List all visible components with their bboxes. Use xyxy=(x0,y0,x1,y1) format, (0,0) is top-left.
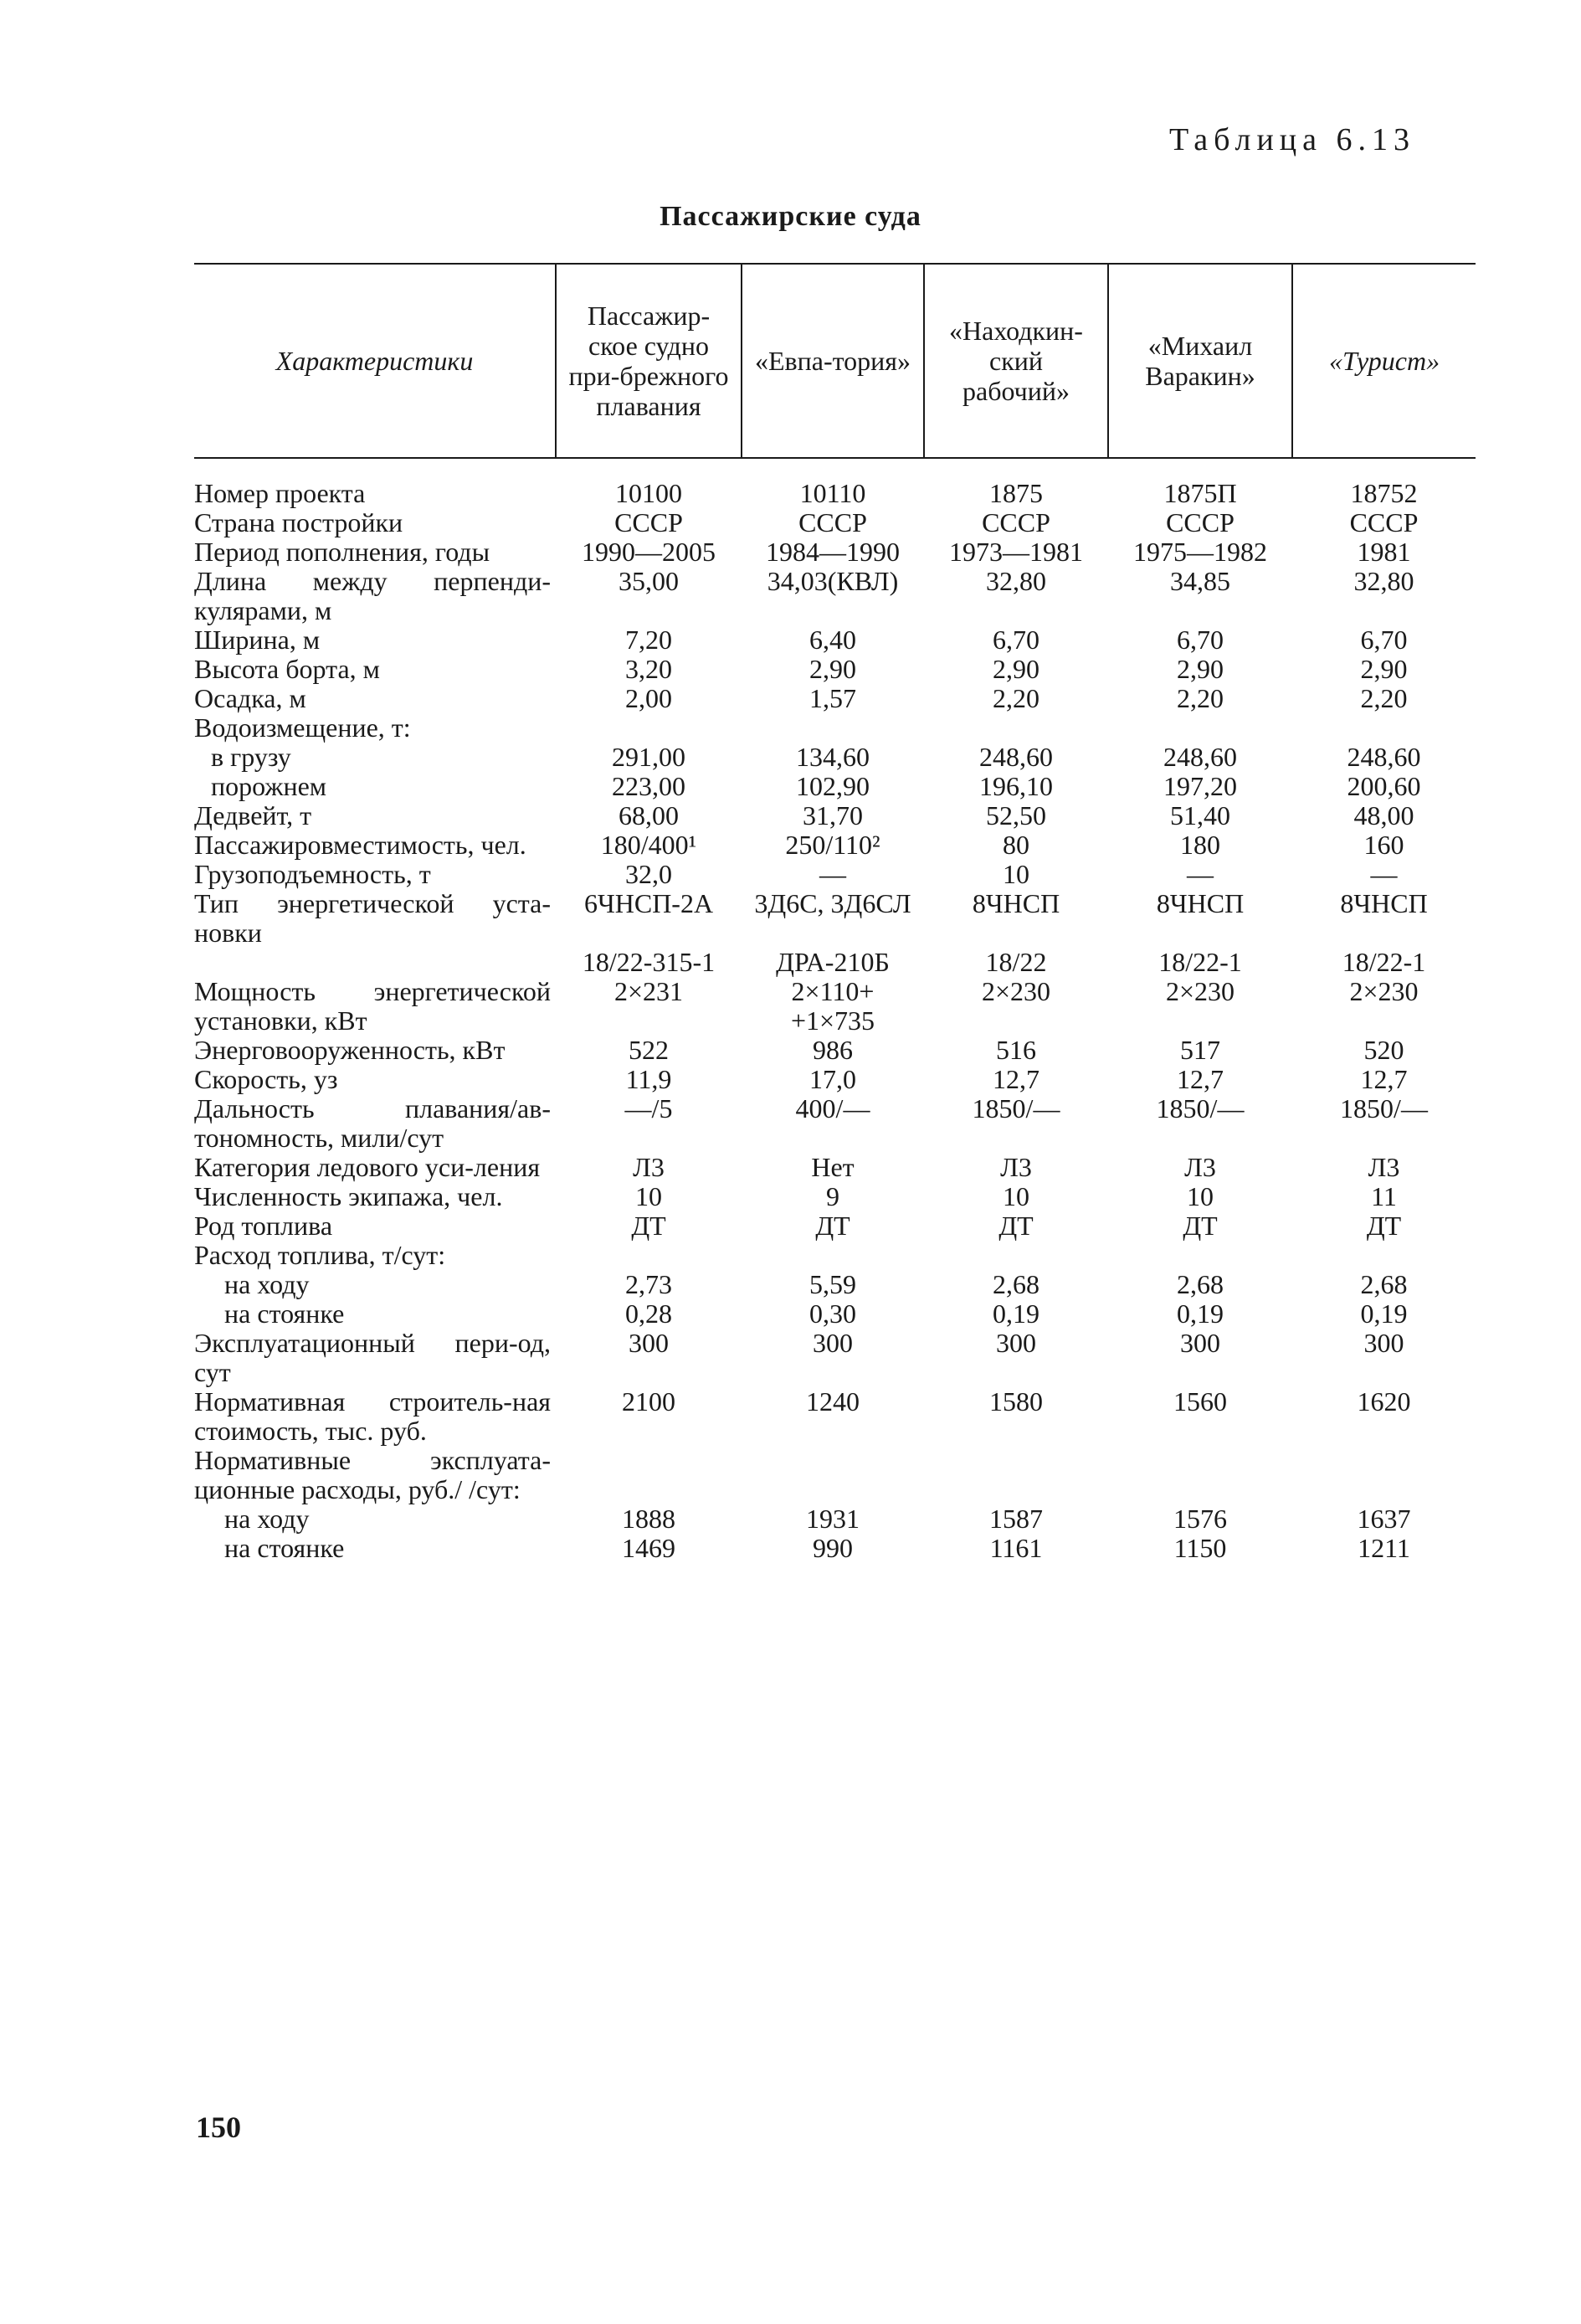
table-cell: 6,70 xyxy=(1360,625,1408,655)
table-row xyxy=(194,830,1476,860)
table-cell: 1875П xyxy=(1163,478,1237,508)
table-row xyxy=(194,1387,1476,1446)
table-cell: 516 xyxy=(996,1035,1036,1065)
table-header xyxy=(194,264,1476,458)
table-cell: 1580 xyxy=(989,1386,1043,1417)
table-cell: 2,20 xyxy=(1177,683,1224,713)
table-cell: 1981 xyxy=(1357,537,1411,567)
table-cell xyxy=(556,1241,742,1270)
table-cell xyxy=(924,1241,1108,1270)
table-cell: 35,00 xyxy=(619,566,679,596)
table-cell: 1,57 xyxy=(809,683,856,713)
table-cell: 1150 xyxy=(1173,1533,1227,1563)
row-label: Период пополнения, годы xyxy=(194,537,490,567)
table-row xyxy=(194,948,1476,977)
table-cell: 102,90 xyxy=(796,771,870,801)
table-cell: 3Д6С, 3Д6СЛ xyxy=(754,888,911,918)
column-header-evpatoriya: «Евпа-тория» xyxy=(742,264,924,458)
table-cell: 248,60 xyxy=(1163,742,1237,772)
row-label: Численность экипажа, чел. xyxy=(194,1181,503,1211)
table-cell: 8ЧНСП xyxy=(1340,888,1428,918)
table-cell: 2,90 xyxy=(993,654,1039,684)
table-cell: 6,70 xyxy=(1177,625,1224,655)
table-cell: 1931 xyxy=(806,1504,860,1534)
table-cell: Нет xyxy=(811,1152,855,1182)
table-cell: 250/110² xyxy=(785,830,880,860)
row-label: на стоянке xyxy=(224,1298,345,1329)
table-cell: 17,0 xyxy=(809,1064,856,1094)
table-cell: 1984—1990 xyxy=(766,537,900,567)
table-row xyxy=(194,508,1476,537)
row-label: Грузоподъемность, т xyxy=(194,859,431,889)
table-cell: 2,90 xyxy=(1360,654,1408,684)
row-label: в грузу xyxy=(211,742,291,772)
table-cell: 223,00 xyxy=(612,771,685,801)
table-cell: 1469 xyxy=(622,1533,675,1563)
row-label: Энерговооруженность, кВт xyxy=(194,1035,506,1065)
table-cell: Л3 xyxy=(1184,1152,1216,1182)
table-cell: СССР xyxy=(798,507,867,537)
table-row xyxy=(194,1182,1476,1211)
table-row xyxy=(194,772,1476,801)
table-cell xyxy=(556,713,742,743)
table-cell: 1850/— xyxy=(972,1093,1060,1123)
table-cell: 1637 xyxy=(1357,1504,1411,1534)
table-cell: СССР xyxy=(1349,507,1419,537)
table-cell: 990 xyxy=(813,1533,853,1563)
table-cell: — xyxy=(819,859,846,889)
table-cell xyxy=(556,1446,742,1504)
row-label: Нормативные эксплуата-ционные расходы, руб./ /сут: xyxy=(194,1445,551,1504)
table-row xyxy=(194,1065,1476,1094)
table-cell: 300 xyxy=(813,1328,853,1358)
table-cell: 2,68 xyxy=(1360,1269,1408,1299)
column-header-coastal-ship: Пассажир-ское судно при-брежного плавания xyxy=(556,264,742,458)
row-label: Осадка, м xyxy=(194,683,306,713)
table-cell: 0,30 xyxy=(809,1298,856,1329)
table-cell xyxy=(1292,1446,1476,1504)
table-cell: 291,00 xyxy=(612,742,685,772)
table-cell: 1850/— xyxy=(1156,1093,1245,1123)
table-row xyxy=(194,655,1476,684)
table-cell: 12,7 xyxy=(1177,1064,1224,1094)
table-cell: 180 xyxy=(1180,830,1220,860)
table-cell: 6,40 xyxy=(809,625,856,655)
table-row xyxy=(194,713,1476,743)
table-cell: 34,85 xyxy=(1170,566,1230,596)
table-cell: СССР xyxy=(1166,507,1235,537)
table-cell: 11,9 xyxy=(625,1064,672,1094)
table-cell: 10 xyxy=(1187,1181,1214,1211)
table-title: Пассажирские суда xyxy=(660,201,921,232)
header-row xyxy=(194,264,1476,458)
table-cell: 1211 xyxy=(1358,1533,1410,1563)
table-cell: СССР xyxy=(614,507,683,537)
table-cell: 32,80 xyxy=(1353,566,1414,596)
table-cell xyxy=(1292,713,1476,743)
table-cell: — xyxy=(1370,859,1398,889)
table-cell: 10100 xyxy=(615,478,682,508)
table-row xyxy=(194,1094,1476,1153)
row-label: Род топлива xyxy=(194,1211,333,1241)
table-cell: 5,59 xyxy=(809,1269,856,1299)
table-cell: 248,60 xyxy=(1347,742,1421,772)
row-label: Длина между перпенди-кулярами, м xyxy=(194,566,551,625)
table-cell: 1875 xyxy=(989,478,1043,508)
table-cell: 196,10 xyxy=(979,771,1053,801)
table-row xyxy=(194,1036,1476,1065)
row-label xyxy=(194,948,556,977)
row-label: Категория ледового уси-ления xyxy=(194,1152,541,1182)
row-label: на стоянке xyxy=(224,1533,345,1563)
row-label: Дедвейт, т xyxy=(194,800,312,830)
table-cell: 134,60 xyxy=(796,742,870,772)
table-cell: 12,7 xyxy=(1360,1064,1408,1094)
table-row xyxy=(194,1241,1476,1270)
page-number: 150 xyxy=(196,2111,241,2144)
table-row xyxy=(194,743,1476,772)
table-cell: 1888 xyxy=(622,1504,675,1534)
table-cell: 10 xyxy=(1003,859,1029,889)
table-cell: 18/22-315-1 xyxy=(582,947,716,977)
table-row xyxy=(194,1270,1476,1299)
row-label: Водоизмещение, т: xyxy=(194,712,411,743)
table-cell: 2×230 xyxy=(981,976,1051,1006)
table-cell: 52,50 xyxy=(986,800,1046,830)
table-cell: 0,28 xyxy=(625,1298,672,1329)
table-cell xyxy=(1108,1241,1292,1270)
table-cell: 248,60 xyxy=(979,742,1053,772)
table-cell: 34,03(КВЛ) xyxy=(767,566,899,596)
table-row xyxy=(194,567,1476,625)
table-row xyxy=(194,1534,1476,1563)
table-cell xyxy=(742,713,924,743)
table-body xyxy=(194,458,1476,1563)
table-cell: 48,00 xyxy=(1353,800,1414,830)
table-cell: —/5 xyxy=(624,1093,673,1123)
table-number: Таблица 6.13 xyxy=(1168,122,1415,157)
table-cell: 11 xyxy=(1371,1181,1397,1211)
table-cell: ДТ xyxy=(815,1211,850,1241)
table-cell xyxy=(924,713,1108,743)
table-cell: 520 xyxy=(1363,1035,1404,1065)
table-cell: 6,70 xyxy=(993,625,1039,655)
table-row xyxy=(194,684,1476,713)
table-row xyxy=(194,860,1476,889)
table-cell: 300 xyxy=(629,1328,669,1358)
table-cell: 80 xyxy=(1003,830,1029,860)
table-row xyxy=(194,1299,1476,1329)
table-cell: 6ЧНСП-2А xyxy=(583,888,714,918)
table-cell: 180/400¹ xyxy=(600,830,697,860)
table-cell: 1975—1982 xyxy=(1133,537,1267,567)
table-cell: 12,7 xyxy=(993,1064,1039,1094)
table-row xyxy=(194,458,1476,508)
table-cell: 1587 xyxy=(989,1504,1043,1534)
row-label: Нормативная строитель-ная стоимость, тыс. руб. xyxy=(194,1386,551,1446)
table-cell xyxy=(1108,713,1292,743)
row-label: Номер проекта xyxy=(194,478,366,508)
table-row xyxy=(194,1504,1476,1534)
row-label: на ходу xyxy=(224,1269,310,1299)
table-cell: 400/— xyxy=(795,1093,870,1123)
table-cell: Л3 xyxy=(1000,1152,1032,1182)
table-cell: 7,20 xyxy=(625,625,672,655)
table-cell: 1620 xyxy=(1357,1386,1411,1417)
row-label: Дальность плавания/ав-тономность, мили/сут xyxy=(194,1093,551,1153)
table-cell: 1161 xyxy=(989,1533,1043,1563)
table-cell: 1990—2005 xyxy=(582,537,716,567)
table-cell: 3,20 xyxy=(625,654,672,684)
table-cell: 300 xyxy=(1180,1328,1220,1358)
table-cell: 32,0 xyxy=(625,859,672,889)
row-label: на ходу xyxy=(224,1504,310,1534)
table-cell: 18/22-1 xyxy=(1158,947,1242,977)
table-cell: 10 xyxy=(635,1181,662,1211)
table-cell: ДТ xyxy=(1183,1211,1218,1241)
row-label: Тип энергетической уста-новки xyxy=(194,888,551,948)
column-header-turist: «Турист» xyxy=(1292,264,1476,458)
table-cell: ДТ xyxy=(998,1211,1034,1241)
table-cell: 51,40 xyxy=(1170,800,1230,830)
table-cell: 300 xyxy=(996,1328,1036,1358)
table-cell: ДРА-210Б xyxy=(776,947,890,977)
table-cell: — xyxy=(1187,859,1214,889)
column-header-nakhodkinsky-rabochy: «Находкин-ский рабочий» xyxy=(924,264,1108,458)
table-cell: 2100 xyxy=(622,1386,675,1417)
table-cell: 2×110+ +1×735 xyxy=(790,976,875,1036)
table-row xyxy=(194,1153,1476,1182)
table-cell: 1240 xyxy=(806,1386,860,1417)
table-cell: 197,20 xyxy=(1163,771,1237,801)
table-cell: 1576 xyxy=(1173,1504,1227,1534)
table-cell: 2,20 xyxy=(993,683,1039,713)
table-cell: ДТ xyxy=(631,1211,666,1241)
table-row xyxy=(194,1446,1476,1504)
row-label: Мощность энергетической установки, кВт xyxy=(194,976,551,1036)
passenger-ships-table xyxy=(194,263,1476,1563)
table-cell: Л3 xyxy=(1368,1152,1400,1182)
table-cell: 1850/— xyxy=(1340,1093,1428,1123)
row-label: Пассажировместимость, чел. xyxy=(194,830,526,860)
table-cell: 8ЧНСП xyxy=(1156,888,1245,918)
table-cell: 2,68 xyxy=(993,1269,1039,1299)
table-cell: 31,70 xyxy=(803,800,863,830)
table-cell: 10 xyxy=(1003,1181,1029,1211)
table-row xyxy=(194,625,1476,655)
table-cell xyxy=(742,1446,924,1504)
table-cell xyxy=(1108,1446,1292,1504)
table-cell: 10110 xyxy=(799,478,866,508)
table-row xyxy=(194,977,1476,1036)
row-label: Расход топлива, т/сут: xyxy=(194,1240,446,1270)
table-cell: 0,19 xyxy=(993,1298,1039,1329)
table-cell: 2×231 xyxy=(613,976,684,1006)
column-header-characteristics: Характеристики xyxy=(194,264,556,458)
table-cell: 2,00 xyxy=(625,683,672,713)
table-cell xyxy=(1292,1241,1476,1270)
table-cell: 2,20 xyxy=(1360,683,1408,713)
table-row xyxy=(194,537,1476,567)
table-cell: Л3 xyxy=(633,1152,665,1182)
table-cell xyxy=(924,1446,1108,1504)
table-row xyxy=(194,1329,1476,1387)
table-cell: ДТ xyxy=(1366,1211,1402,1241)
row-label: порожнем xyxy=(211,771,327,801)
table-cell: 18/22-1 xyxy=(1342,947,1426,977)
row-label: Высота борта, м xyxy=(194,654,380,684)
table-cell: 1973—1981 xyxy=(949,537,1083,567)
table-cell: 200,60 xyxy=(1347,771,1421,801)
table-cell: 522 xyxy=(629,1035,669,1065)
table-row xyxy=(194,801,1476,830)
table-row xyxy=(194,1211,1476,1241)
column-header-mikhail-varakin: «Михаил Варакин» xyxy=(1108,264,1292,458)
table-cell: 2,90 xyxy=(809,654,856,684)
table-cell: 2,68 xyxy=(1177,1269,1224,1299)
table-cell: 18752 xyxy=(1350,478,1418,508)
table-cell xyxy=(742,1241,924,1270)
row-label: Ширина, м xyxy=(194,625,321,655)
table-cell: 2×230 xyxy=(1165,976,1235,1006)
table-cell: 9 xyxy=(826,1181,839,1211)
row-label: Страна постройки xyxy=(194,507,403,537)
table-cell: 986 xyxy=(813,1035,853,1065)
table-cell: 300 xyxy=(1363,1328,1404,1358)
table-row xyxy=(194,889,1476,948)
table-cell: 0,19 xyxy=(1177,1298,1224,1329)
table-cell: 2,73 xyxy=(625,1269,672,1299)
table-cell: СССР xyxy=(982,507,1050,537)
table-cell: 2×230 xyxy=(1349,976,1419,1006)
table-cell: 68,00 xyxy=(619,800,679,830)
table-cell: 2,90 xyxy=(1177,654,1224,684)
table-cell: 0,19 xyxy=(1360,1298,1408,1329)
table-cell: 18/22 xyxy=(985,947,1047,977)
table-cell: 1560 xyxy=(1173,1386,1227,1417)
table-cell: 517 xyxy=(1180,1035,1220,1065)
table-cell: 8ЧНСП xyxy=(972,888,1060,918)
row-label: Скорость, уз xyxy=(194,1064,338,1094)
table-cell: 32,80 xyxy=(986,566,1046,596)
row-label: Эксплуатационный пери-од, сут xyxy=(194,1328,551,1387)
table-cell: 160 xyxy=(1363,830,1404,860)
